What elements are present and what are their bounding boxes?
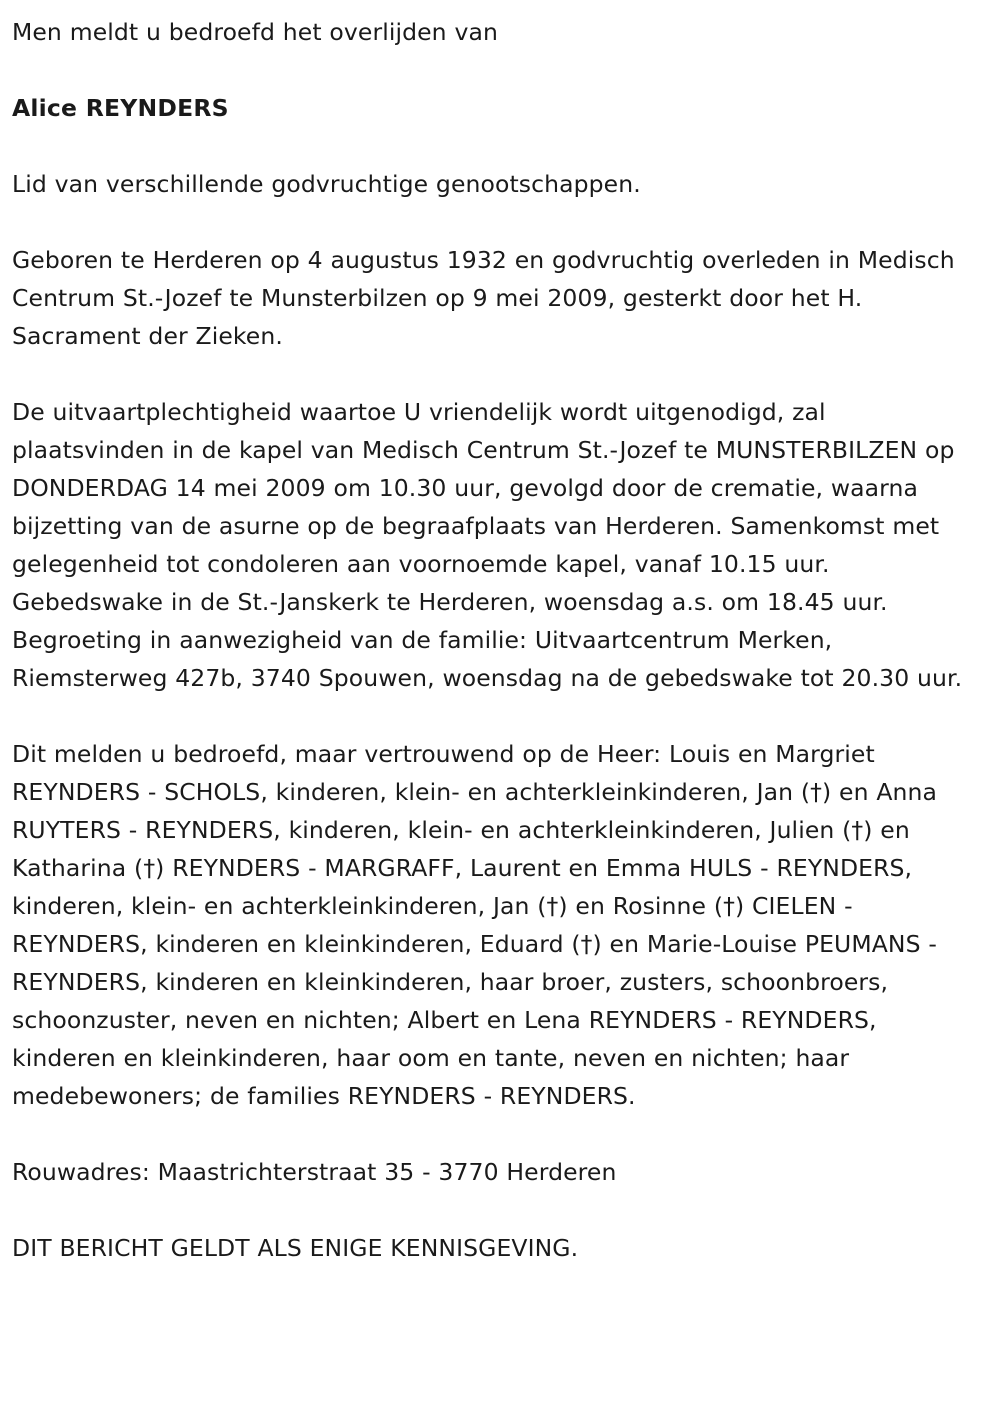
announcement-intro: Men meldt u bedroefd het overlijden van <box>12 18 498 46</box>
surviving-family-list: Dit melden u bedroefd, maar vertrouwend op de Heer: Louis en Margriet REYNDERS - SCHOLS, kinderen, klein- en achterkleinkinderen, Jan (†) en Anna RUYTERS - REYNDERS, kinderen, klein- en achterkleinkinderen, Julien (†) en Katharina (†) REYNDERS - MARGRAFF, Laurent en Emma HULS - REYNDERS, kinderen, klein- en achterkleinkinderen, Jan (†) en Rosinne (†) CIELEN - REYNDERS, kinderen en kleinkinderen, Eduard (†) en Marie-Louise PEUMANS - REYNDERS, kinderen en kleinkinderen, haar broer, zusters, schoonbroers, schoonzuster, neven en nichten; Albert en Lena REYNDERS - REYNDERS, kinderen en kleinkinderen, haar oom en tante, neven en nichten; haar medebewoners; de families REYNDERS - REYNDERS. <box>12 740 945 1110</box>
sole-notice-statement: DIT BERICHT GELDT ALS ENIGE KENNISGEVING. <box>12 1234 579 1262</box>
deceased-name: Alice REYNDERS <box>12 94 229 122</box>
mourning-address: Rouwadres: Maastrichterstraat 35 - 3770 Herderen <box>12 1158 617 1186</box>
funeral-service-details: De uitvaartplechtigheid waartoe U vriendelijk wordt uitgenodigd, zal plaatsvinden in de kapel van Medisch Centrum St.-Jozef te MUNSTERBILZEN op DONDERDAG 14 mei 2009 om 10.30 uur, gevolgd door de crematie, waarna bijzetting van de asurne op de begraafplaats van Herderen. Samenkomst met gelegenheid tot condoleren aan voornoemde kapel, vanaf 10.15 uur. Gebedswake in de St.-Janskerk te Herderen, woensdag a.s. om 18.45 uur. Begroeting in aanwezigheid van de familie: Uitvaartcentrum Merken, Riemsterweg 427b, 3740 Spouwen, woensdag na de gebedswake tot 20.30 uur. <box>12 398 963 692</box>
birth-death-details: Geboren te Herderen op 4 augustus 1932 en godvruchtig overleden in Medisch Centrum St.-Jozef te Munsterbilzen op 9 mei 2009, gesterkt door het H. Sacrament der Zieken. <box>12 246 963 350</box>
memberships-line: Lid van verschillende godvruchtige genootschappen. <box>12 170 641 198</box>
